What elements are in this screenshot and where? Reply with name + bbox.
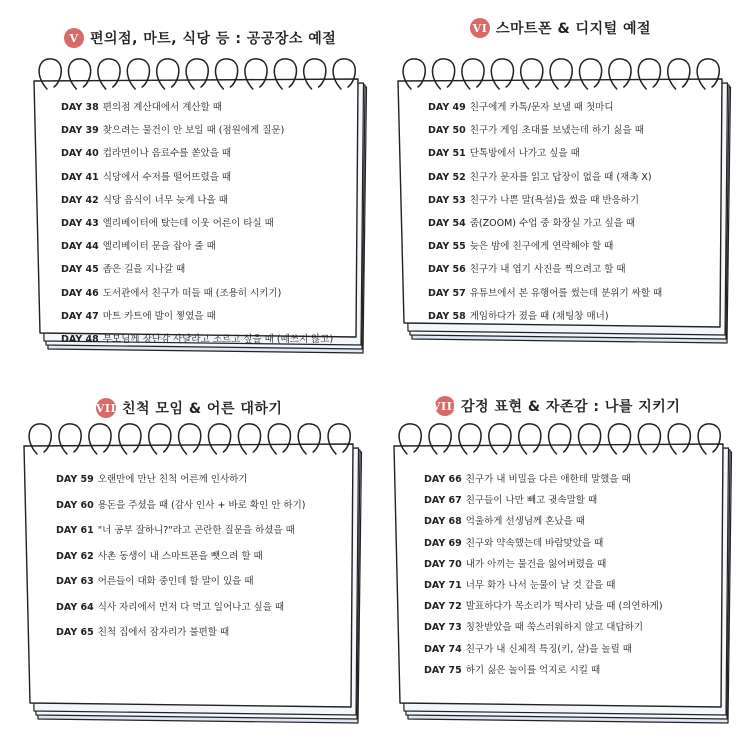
section-heading: 스마트폰 & 디지털 예절 (496, 21, 652, 37)
day-label: DAY 50 (428, 125, 466, 137)
day-label: DAY 61 (56, 525, 94, 536)
day-topic: 억울하게 선생님께 혼났을 때 (465, 516, 585, 528)
day-label: DAY 75 (424, 664, 462, 676)
day-topic: 친구들이 나만 빼고 귓속말할 때 (465, 495, 598, 507)
day-label: DAY 54 (428, 218, 466, 229)
list-item (428, 240, 613, 254)
day-topic: "너 공부 잘하니?"라고 곤란한 질문을 하셨을 때 (97, 525, 295, 536)
list-item (61, 171, 231, 185)
day-topic: 엘리베이터에 탔는데 이웃 어른이 타실 때 (102, 218, 274, 229)
notepad-illustration (18, 420, 363, 725)
day-label: DAY 48 (61, 334, 99, 345)
notepad-vii (18, 420, 363, 725)
day-label: DAY 63 (56, 576, 94, 587)
day-label: DAY 64 (56, 601, 94, 613)
list-item (428, 287, 662, 301)
list-item (56, 550, 263, 564)
list-item (424, 494, 597, 508)
day-label: DAY 45 (61, 264, 99, 276)
day-label: DAY 70 (424, 558, 462, 570)
day-topic: 마트 카트에 발이 찧였을 때 (102, 310, 216, 322)
roman-numeral-badge: VI (470, 18, 490, 38)
day-topic: 친구가 내 엽기 사진을 찍으려고 할 때 (469, 264, 626, 276)
day-topic: 줌(ZOOM) 수업 중 화장실 가고 싶을 때 (469, 218, 636, 229)
list-item (428, 124, 644, 138)
list-item (56, 524, 295, 538)
day-topic: 늦은 밤에 친구에게 연락해야 할 때 (469, 241, 614, 253)
list-item (61, 240, 216, 254)
day-topic: 하기 싫은 놀이를 억지로 시킬 때 (465, 664, 601, 676)
day-topic: 친구에게 카톡/문자 보낼 때 첫마디 (469, 102, 614, 113)
day-label: DAY 71 (424, 580, 462, 591)
day-topic: 도서관에서 친구가 떠들 때 (조용히 시키기) (102, 287, 282, 299)
day-label: DAY 62 (56, 550, 94, 562)
day-topic: 식당에서 수저를 떨어뜨렸을 때 (102, 171, 232, 183)
day-label: DAY 60 (56, 499, 94, 511)
day-label: DAY 52 (428, 171, 466, 183)
day-label: DAY 55 (428, 241, 466, 253)
day-topic: 유튜브에서 본 유행어를 썼는데 분위기 싸할 때 (469, 287, 663, 299)
list-item (428, 263, 626, 277)
day-topic: 엘리베이터 문을 잡아 줄 때 (102, 241, 216, 253)
day-topic: 친척 집에서 잠자리가 불편할 때 (97, 627, 230, 638)
list-item (56, 499, 306, 513)
list-item (424, 579, 615, 593)
day-label: DAY 74 (424, 643, 462, 655)
day-label: DAY 42 (61, 194, 99, 206)
day-label: DAY 47 (61, 310, 99, 322)
day-topic: 친구가 문자를 읽고 답장이 없을 때 (재촉 X) (469, 171, 652, 183)
section-title-viii (432, 396, 681, 416)
day-topic: 편의점 계산대에서 계산할 때 (102, 102, 222, 113)
list-item (61, 147, 231, 161)
day-label: DAY 51 (428, 148, 466, 160)
notepad-v (28, 55, 368, 355)
list-item (424, 643, 632, 657)
section-title-vii (96, 398, 282, 418)
day-topic: 게임하다가 졌을 때 (채팅창 매너) (469, 310, 609, 322)
list-item (424, 515, 585, 529)
section-heading: 편의점, 마트, 식당 등 : 공공장소 예절 (90, 31, 337, 47)
list-item (61, 287, 281, 301)
day-label: DAY 57 (428, 287, 466, 299)
section-heading: 감정 표현 & 자존감 : 나를 지키기 (461, 399, 681, 415)
day-topic: 식당 음식이 너무 늦게 나올 때 (102, 194, 228, 206)
list-item (61, 263, 185, 277)
day-topic: 칭찬받았을 때 쑥스러워하지 않고 대답하기 (465, 622, 644, 634)
day-label: DAY 72 (424, 601, 462, 613)
day-label: DAY 67 (424, 495, 462, 507)
day-topic: 발표하다가 목소리가 떡사리 났을 때 (의연하게) (465, 601, 663, 613)
day-label: DAY 49 (428, 102, 466, 113)
day-topic: 너무 화가 나서 눈물이 날 것 같을 때 (465, 580, 616, 591)
day-topic: 친구가 게임 초대를 보냈는데 하기 싫을 때 (469, 125, 644, 137)
notepad-viii (388, 420, 733, 725)
list-item (424, 558, 606, 572)
day-topic: 찾으려는 물건이 안 보일 때 (점원에게 질문) (102, 125, 285, 137)
day-topic: 부모님께 장난감 사달라고 조르고 싶을 때 (떼쓰지 않고) (102, 334, 334, 345)
day-topic: 사촌 동생이 내 스마트폰을 뺏으려 할 때 (97, 550, 263, 562)
day-topic: 내가 아끼는 물건을 잃어버렸을 때 (465, 558, 607, 570)
list-item (61, 124, 284, 138)
day-topic: 친구가 내 비밀을 다른 애한테 말했을 때 (465, 474, 631, 485)
day-topic: 오랜만에 만난 친척 어른께 인사하기 (97, 474, 248, 485)
roman-numeral-badge: VIII (435, 396, 455, 416)
day-label: DAY 39 (61, 125, 99, 137)
list-item (56, 575, 254, 589)
day-topic: 어른들이 대화 중인데 할 말이 있을 때 (97, 576, 254, 587)
list-item (56, 473, 248, 487)
roman-numeral-badge: V (64, 28, 84, 48)
list-item (428, 310, 609, 324)
list-item (428, 147, 580, 161)
day-label: DAY 40 (61, 148, 99, 160)
section-title-v (64, 28, 336, 48)
list-item (61, 310, 216, 324)
day-topic: 단톡방에서 나가고 싶을 때 (469, 148, 580, 160)
list-item (428, 171, 652, 185)
list-item (428, 194, 639, 208)
list-item (61, 194, 228, 208)
day-label: DAY 43 (61, 218, 99, 229)
section-heading: 친척 모임 & 어른 대하기 (122, 401, 283, 417)
day-label: DAY 38 (61, 102, 99, 113)
day-label: DAY 65 (56, 627, 94, 638)
day-label: DAY 73 (424, 622, 462, 634)
day-topic: 친구가 내 신체적 특징(키, 살)을 놀릴 때 (465, 643, 632, 655)
day-label: DAY 69 (424, 537, 462, 549)
day-topic: 컵라면이나 음료수를 쏟았을 때 (102, 148, 232, 160)
day-topic: 좁은 길을 지나갈 때 (102, 264, 186, 276)
list-item (428, 217, 635, 231)
day-label: DAY 59 (56, 474, 94, 485)
list-item (424, 473, 631, 487)
day-label: DAY 53 (428, 194, 466, 206)
list-item (424, 664, 600, 678)
list-item (56, 626, 229, 640)
list-item (424, 600, 663, 614)
day-topic: 친구가 나쁜 말(욕설)을 썼을 때 반응하기 (469, 194, 640, 206)
list-item (56, 601, 284, 615)
day-label: DAY 44 (61, 241, 99, 253)
day-topic: 식사 자리에서 먼저 다 먹고 일어나고 싶을 때 (97, 601, 285, 613)
list-item (61, 333, 333, 347)
day-label: DAY 56 (428, 264, 466, 276)
list-item (61, 101, 222, 115)
list-item (424, 537, 603, 551)
day-label: DAY 66 (424, 474, 462, 485)
list-item (61, 217, 274, 231)
day-topic: 용돈을 주셨을 때 (감사 인사 + 바로 확인 안 하기) (97, 499, 306, 511)
list-item (428, 101, 614, 115)
day-topic: 친구와 약속했는데 바람맞았을 때 (465, 537, 604, 549)
section-title-vi (470, 18, 651, 38)
day-label: DAY 68 (424, 516, 462, 528)
notepad-vi (392, 55, 732, 345)
day-label: DAY 58 (428, 310, 466, 322)
day-label: DAY 41 (61, 171, 99, 183)
roman-numeral-badge: VII (96, 398, 116, 418)
notepad-illustration (388, 420, 733, 725)
day-label: DAY 46 (61, 287, 99, 299)
list-item (424, 621, 643, 635)
